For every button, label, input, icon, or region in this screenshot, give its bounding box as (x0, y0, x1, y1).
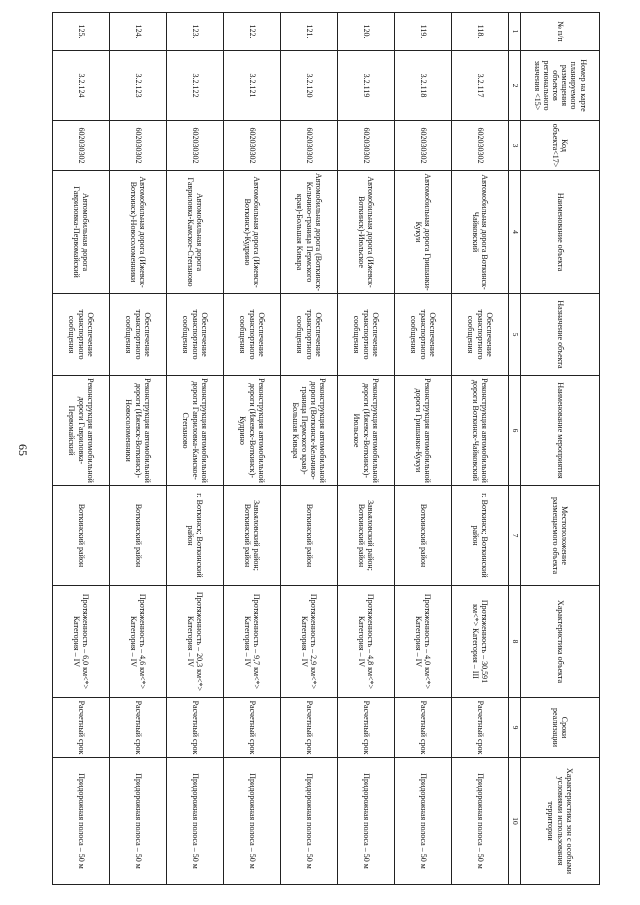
measure-name-cell: Реконструкция автомобильной дороги (Ижевск-Воткинск)-Кудрино (224, 376, 281, 486)
object-code-cell: 602030302 (53, 121, 110, 171)
zone-characteristics-cell: Придорожная полоса – 50 м (281, 758, 338, 885)
column-number: 4 (509, 171, 521, 294)
object-purpose-cell: Обеспечение транспортного сообщения (395, 294, 452, 376)
header-cell: Характеристика зон с особыми условиями использования территории (521, 758, 600, 885)
row-number-cell: 118. (452, 13, 509, 51)
row-number-cell: 124. (110, 13, 167, 51)
row-number-cell: 125. (53, 13, 110, 51)
zone-characteristics-cell: Придорожная полоса – 50 м (338, 758, 395, 885)
header-cell: Назначение объекта (521, 294, 600, 376)
object-purpose-cell: Обеспечение транспортного сообщения (281, 294, 338, 376)
column-number: 1 (509, 13, 521, 51)
header-cell: Местоположение размещаемого объекта (521, 486, 600, 586)
object-name-cell: Автомобильная дорога (Ижевск-Воткинск)-Кудрино (224, 171, 281, 294)
object-name-cell: Автомобильная дорога Гавриловка-Первомайский (53, 171, 110, 294)
map-number-cell: 3.2.124 (53, 51, 110, 121)
object-purpose-cell: Обеспечение транспортного сообщения (53, 294, 110, 376)
row-number-cell: 121. (281, 13, 338, 51)
implementation-period-cell: Расчетный срок (53, 698, 110, 758)
table-row (224, 13, 281, 885)
object-purpose-cell: Обеспечение транспортного сообщения (167, 294, 224, 376)
object-purpose-cell: Обеспечение транспортного сообщения (338, 294, 395, 376)
table-row (281, 13, 338, 885)
table-body (53, 13, 509, 885)
location-cell: г. Воткинск; Воткинский район (167, 486, 224, 586)
zone-characteristics-cell: Придорожная полоса – 50 м (395, 758, 452, 885)
location-cell: г. Воткинск; Воткинский район (452, 486, 509, 586)
object-name-cell: Автомобильная дорога Воткинск-Чайковский (452, 171, 509, 294)
characteristics-cell: Протяженность – 6,0 км<*> Категория – IV (53, 586, 110, 698)
measure-name-cell: Реконструкция автомобильной дороги Гавриловка-Первомайский (53, 376, 110, 486)
zone-characteristics-cell: Придорожная полоса – 50 м (110, 758, 167, 885)
zone-characteristics-cell: Придорожная полоса – 50 м (224, 758, 281, 885)
characteristics-cell: Протяженность – 4,0 км<*> Категория – IV (395, 586, 452, 698)
implementation-period-cell: Расчетный срок (281, 698, 338, 758)
object-code-cell: 602030302 (224, 121, 281, 171)
column-number: 6 (509, 376, 521, 486)
characteristics-cell: Протяженность – 9,7 км<*> Категория – IV (224, 586, 281, 698)
column-number: 9 (509, 698, 521, 758)
column-number: 2 (509, 51, 521, 121)
object-purpose-cell: Обеспечение транспортного сообщения (110, 294, 167, 376)
location-cell: Воткинский район (110, 486, 167, 586)
object-name-cell: Автомобильная дорога Гришанки-Кукуи (395, 171, 452, 294)
column-number: 3 (509, 121, 521, 171)
location-cell: Воткинский район (281, 486, 338, 586)
row-number-cell: 122. (224, 13, 281, 51)
measure-name-cell: Реконструкция автомобильной дороги Гавриловка-Камское-Степаново (167, 376, 224, 486)
map-number-cell: 3.2.119 (338, 51, 395, 121)
location-cell: Завьяловский район; Воткинский район (338, 486, 395, 586)
header-cell: Номер на карте планируемого размещения объектов регионального значения <15> (521, 51, 600, 121)
table-row (53, 13, 110, 885)
characteristics-cell: Протяженность – 4,8 км<*> Категория – IV (338, 586, 395, 698)
row-number-cell: 119. (395, 13, 452, 51)
object-code-cell: 602030302 (452, 121, 509, 171)
location-cell: Завьяловский район; Воткинский район (224, 486, 281, 586)
table-row (167, 13, 224, 885)
measure-name-cell: Реконструкция автомобильной дороги (Воткинск-Кельчино-граница Пермского края)-Большая Кивара (281, 376, 338, 486)
header-cell: Наименование объекта (521, 171, 600, 294)
object-name-cell: Автомобильная дорога (Воткинск-Кельчино-граница Пермского края)-Большая Кивара (281, 171, 338, 294)
row-number-cell: 120. (338, 13, 395, 51)
location-cell: Воткинский район (53, 486, 110, 586)
page-number: 65 (16, 444, 30, 456)
header-cell: Код объекта<17> (521, 121, 600, 171)
object-code-cell: 602030302 (395, 121, 452, 171)
column-number: 8 (509, 586, 521, 698)
object-code-cell: 602030302 (338, 121, 395, 171)
row-number-cell: 123. (167, 13, 224, 51)
column-number: 10 (509, 758, 521, 885)
zone-characteristics-cell: Придорожная полоса – 50 м (452, 758, 509, 885)
header-cell: Наименование мероприятия (521, 376, 600, 486)
zone-characteristics-cell: Придорожная полоса – 50 м (53, 758, 110, 885)
object-code-cell: 602030302 (167, 121, 224, 171)
object-code-cell: 602030302 (110, 121, 167, 171)
object-code-cell: 602030302 (281, 121, 338, 171)
header-row (521, 13, 600, 885)
column-number-row (509, 13, 521, 885)
map-number-cell: 3.2.123 (110, 51, 167, 121)
column-number: 5 (509, 294, 521, 376)
characteristics-cell: Протяженность – 4,6 км<*> Категория – IV (110, 586, 167, 698)
object-name-cell: Автомобильная дорога Гавриловка-Камское-Степаново (167, 171, 224, 294)
header-cell: Характеристика объекта (521, 586, 600, 698)
implementation-period-cell: Расчетный срок (110, 698, 167, 758)
implementation-period-cell: Расчетный срок (452, 698, 509, 758)
map-number-cell: 3.2.122 (167, 51, 224, 121)
objects-table (52, 12, 600, 885)
characteristics-cell: Протяженность – 2,9 км<*> Категория – IV (281, 586, 338, 698)
header-cell: № п/п (521, 13, 600, 51)
measure-name-cell: Реконструкция автомобильной дороги (Ижевск-Воткинск)-Новосоломенники (110, 376, 167, 486)
location-cell: Воткинский район (395, 486, 452, 586)
characteristics-cell: Протяженность – 20,3 км<*> Категория – IV (167, 586, 224, 698)
implementation-period-cell: Расчетный срок (167, 698, 224, 758)
implementation-period-cell: Расчетный срок (224, 698, 281, 758)
measure-name-cell: Реконструкция автомобильной дороги Гришанки-Кукуи (395, 376, 452, 486)
object-purpose-cell: Обеспечение транспортного сообщения (224, 294, 281, 376)
object-purpose-cell: Обеспечение транспортного сообщения (452, 294, 509, 376)
map-number-cell: 3.2.117 (452, 51, 509, 121)
table-row (110, 13, 167, 885)
table-row (338, 13, 395, 885)
map-number-cell: 3.2.121 (224, 51, 281, 121)
table-row (452, 13, 509, 885)
characteristics-cell: Протяженность – 30,591 км<*> Категория – III (452, 586, 509, 698)
map-number-cell: 3.2.118 (395, 51, 452, 121)
measure-name-cell: Реконструкция автомобильной дороги Воткинск-Чайковский (452, 376, 509, 486)
header-cell: Сроки реализации (521, 698, 600, 758)
zone-characteristics-cell: Придорожная полоса – 50 м (167, 758, 224, 885)
table-row (395, 13, 452, 885)
table-container (20, 12, 600, 884)
measure-name-cell: Реконструкция автомобильной дороги (Ижевск-Воткинск)-Июльское (338, 376, 395, 486)
implementation-period-cell: Расчетный срок (395, 698, 452, 758)
column-number: 7 (509, 486, 521, 586)
object-name-cell: Автомобильная дорога (Ижевск-Воткинск)-Июльское (338, 171, 395, 294)
map-number-cell: 3.2.120 (281, 51, 338, 121)
object-name-cell: Автомобильная дорога (Ижевск-Воткинск)-Новосоломенники (110, 171, 167, 294)
implementation-period-cell: Расчетный срок (338, 698, 395, 758)
